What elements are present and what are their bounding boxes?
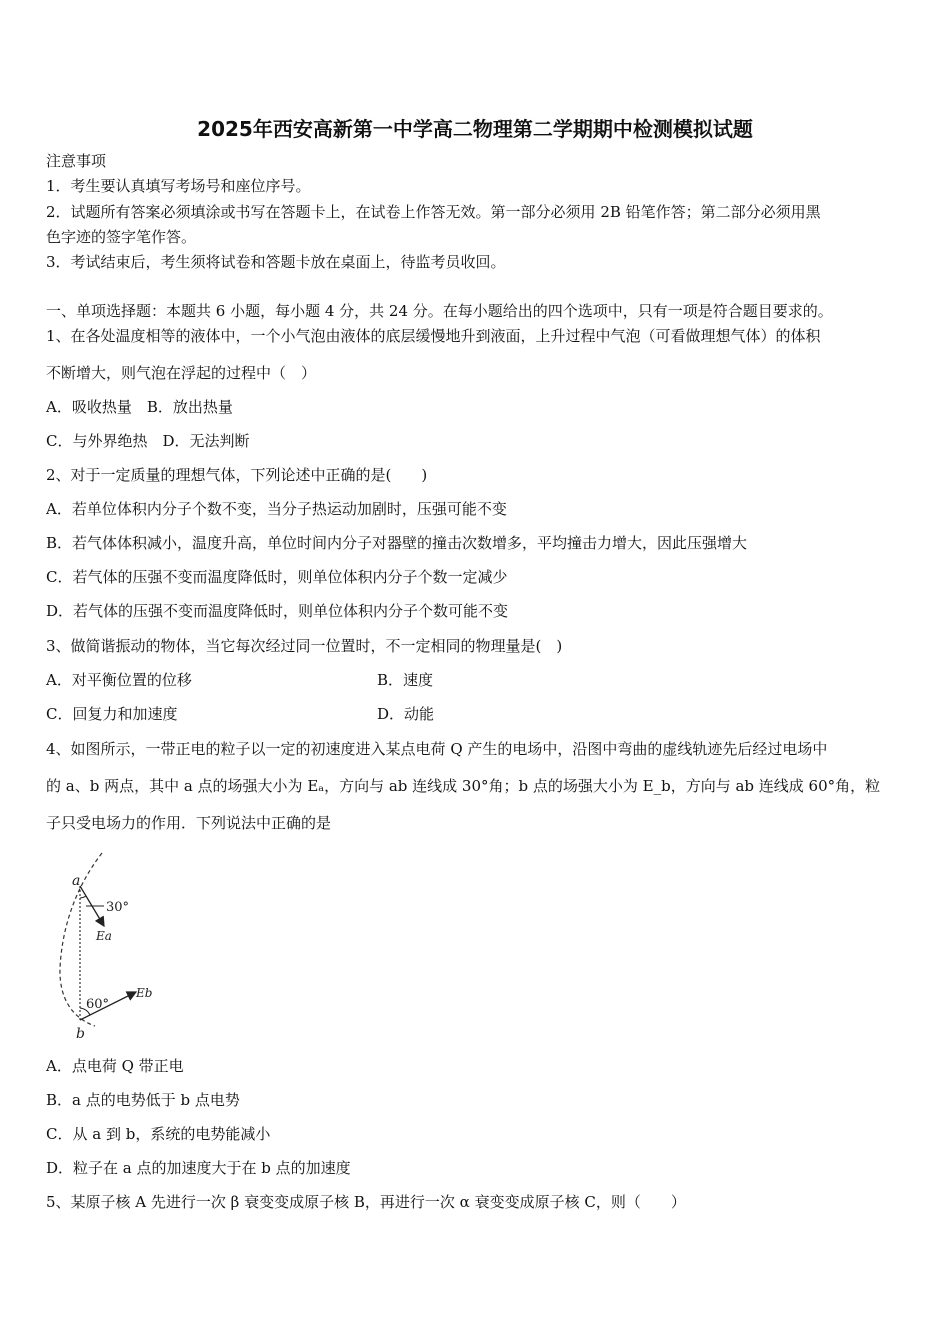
field-a-label: Ea	[96, 929, 112, 943]
notice-heading: 注意事项	[46, 152, 107, 170]
notice-item-2-line1: 2．试题所有答案必须填涂或书写在答题卡上，在试卷上作答无效。第一部分必须用 2B 铅笔作答；第二部分必须用黑	[46, 203, 821, 221]
q2-option-d: D．若气体的压强不变而温度降低时，则单位体积内分子个数可能不变	[46, 602, 509, 620]
q2-option-a: A．若单位体积内分子个数不变，当分子热运动加剧时，压强可能不变	[46, 500, 507, 518]
notice-item-3: 3．考试结束后，考生须将试卷和答题卡放在桌面上，待监考员收回。	[46, 253, 506, 271]
section-heading: 一、单项选择题：本题共 6 小题，每小题 4 分，共 24 分。在每小题给出的四个选项中，只有一项是符合题目要求的。	[46, 302, 833, 320]
q4-stem-line2: 的 a、b 两点，其中 a 点的场强大小为 Eₐ，方向与 ab 连线成 30°角；b 点的场强大小为 E_b，方向与 ab 连线成 60°角，粒	[46, 777, 881, 795]
q4-stem-line1: 4、如图所示，一带正电的粒子以一定的初速度进入某点电荷 Q 产生的电场中，沿图中弯曲的虚线轨迹先后经过电场中	[46, 740, 828, 758]
q4-option-b: B．a 点的电势低于 b 点电势	[46, 1091, 240, 1109]
angle-a-label: 30°	[106, 900, 130, 915]
q4-option-d: D．粒子在 a 点的加速度大于在 b 点的加速度	[46, 1159, 351, 1177]
q4-option-a: A．点电荷 Q 带正电	[46, 1057, 184, 1075]
q2-option-b: B．若气体体积减小，温度升高，单位时间内分子对器壁的撞击次数增多，平均撞击力增大，因此压强增大	[46, 534, 748, 552]
notice-item-1: 1．考生要认真填写考场号和座位序号。	[46, 177, 311, 195]
q3-option-c: C．回复力和加速度	[46, 705, 178, 723]
point-a-label: a	[72, 873, 81, 889]
field-diagram	[50, 848, 160, 1043]
q3-option-d: D．动能	[377, 705, 435, 723]
q1-options-cd: C．与外界绝热 D．无法判断	[46, 432, 250, 450]
notice-item-2-line2: 色字迹的签字笔作答。	[46, 228, 197, 246]
q1-stem-line1: 1、在各处温度相等的液体中，一个小气泡由液体的底层缓慢地升到液面，上升过程中气泡（可看做理想气体）的体积	[46, 327, 821, 345]
page-title: 2025年西安高新第一中学高二物理第二学期期中检测模拟试题	[197, 117, 753, 141]
q3-option-b: B．速度	[377, 671, 434, 689]
q1-options-ab: A．吸收热量 B．放出热量	[46, 398, 233, 416]
field-b-label: Eb	[136, 986, 153, 1000]
angle-b-label: 60°	[86, 997, 110, 1012]
angle-arc-a	[80, 896, 86, 898]
q1-stem-line2: 不断增大，则气泡在浮起的过程中（ ）	[46, 364, 317, 382]
q2-stem: 2、对于一定质量的理想气体，下列论述中正确的是( )	[46, 466, 428, 484]
q5-stem: 5、某原子核 A 先进行一次 β 衰变变成原子核 B，再进行一次 α 衰变变成原子核 C，则（ ）	[46, 1193, 686, 1211]
q4-stem-line3: 子只受电场力的作用．下列说法中正确的是	[46, 814, 332, 832]
q2-option-c: C．若气体的压强不变而温度降低时，则单位体积内分子个数一定减少	[46, 568, 508, 586]
q3-stem: 3、做简谐振动的物体，当它每次经过同一位置时，不一定相同的物理量是( )	[46, 637, 563, 655]
q4-option-c: C．从 a 到 b，系统的电势能减小	[46, 1125, 271, 1143]
q3-option-a: A．对平衡位置的位移	[46, 671, 192, 689]
point-b-label: b	[76, 1026, 85, 1042]
